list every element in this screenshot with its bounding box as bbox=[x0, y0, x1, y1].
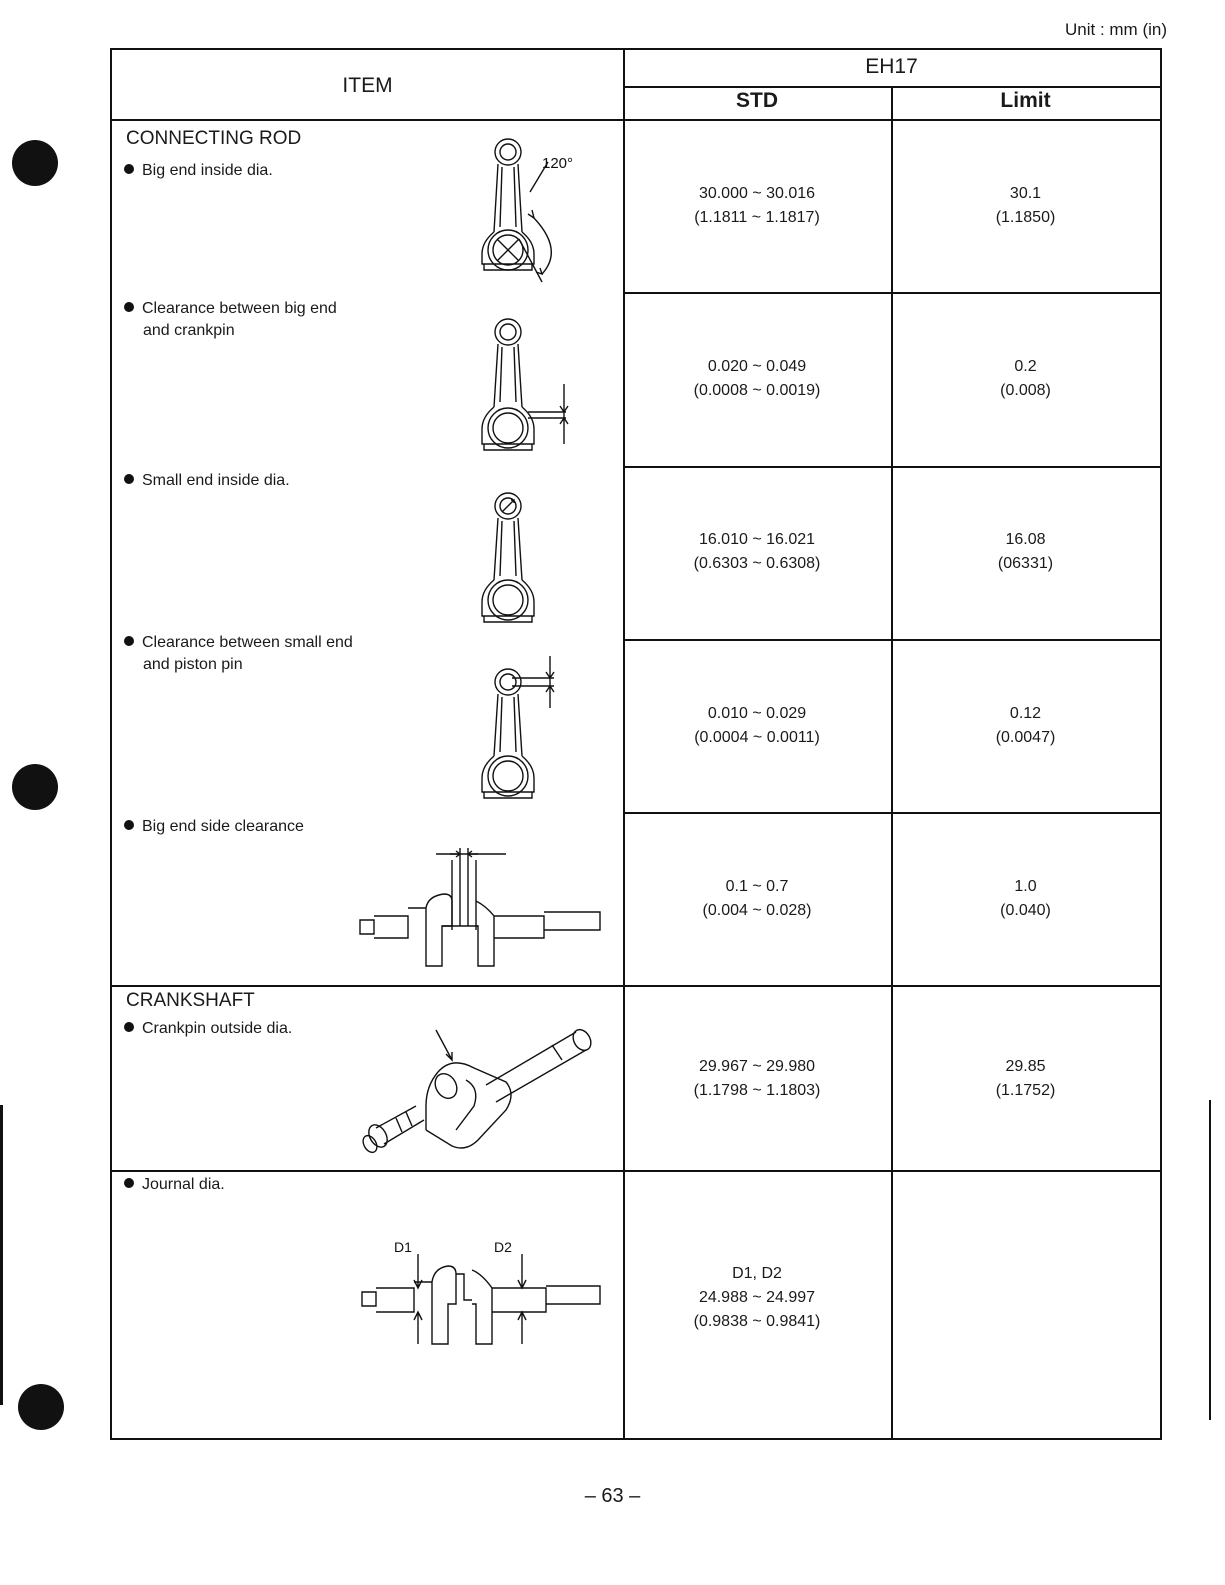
limit-value-row-4: 0.12 (0.0047) bbox=[995, 705, 1056, 746]
std-value-row-7: D1, D2 24.988 ~ 24.997 (0.9838 ~ 0.9841) bbox=[693, 1265, 821, 1330]
item-big-end-clearance: Clearance between big end and crankpin bbox=[124, 298, 337, 342]
std-value-row-2: 0.020 ~ 0.049 (0.0008 ~ 0.0019) bbox=[693, 358, 821, 399]
limit-value-row-5: 1.0 (0.040) bbox=[1000, 878, 1051, 919]
spec-table bbox=[110, 48, 1162, 1440]
std-value-row-3: 16.010 ~ 16.021 (0.6303 ~ 0.6308) bbox=[693, 531, 821, 572]
crankpin-outside-dia-figure bbox=[356, 1010, 606, 1170]
limit-value-row-2: 0.2 (0.008) bbox=[1000, 358, 1051, 399]
bullet-icon bbox=[124, 1022, 134, 1032]
d2-label: D2 bbox=[494, 1239, 512, 1255]
binder-hole-middle bbox=[12, 764, 58, 810]
bullet-icon bbox=[124, 164, 134, 174]
row-line-4 bbox=[623, 812, 1160, 814]
header-model: EH17 bbox=[865, 55, 918, 78]
item-small-end-clearance: Clearance between small end and piston pin bbox=[124, 632, 353, 676]
big-end-side-clearance-figure bbox=[356, 846, 606, 976]
item-small-end-inside-dia: Small end inside dia. bbox=[124, 470, 290, 492]
limit-value-row-3: 16.08 (06331) bbox=[997, 531, 1054, 572]
conrod-small-end-clearance-figure bbox=[472, 652, 582, 812]
std-value-row-6: 29.967 ~ 29.980 (1.1798 ~ 1.1803) bbox=[693, 1058, 821, 1099]
std-value-row-4: 0.010 ~ 0.029 (0.0004 ~ 0.0011) bbox=[694, 705, 820, 746]
header-std: STD bbox=[736, 89, 778, 112]
bullet-icon bbox=[124, 474, 134, 484]
section-crankshaft: CRANKSHAFT bbox=[126, 990, 255, 1011]
scan-edge-right bbox=[1209, 1100, 1211, 1420]
bullet-icon bbox=[124, 820, 134, 830]
angle-label: 120° bbox=[542, 155, 574, 172]
conrod-big-end-clearance-figure bbox=[472, 312, 582, 462]
item-crankpin-outside-dia: Crankpin outside dia. bbox=[124, 1018, 292, 1040]
conrod-big-end-dia-figure bbox=[472, 132, 582, 292]
col-divider-std bbox=[891, 87, 893, 1438]
header-item: ITEM bbox=[342, 74, 393, 97]
row-line-6 bbox=[112, 1170, 1160, 1172]
binder-hole-bottom bbox=[18, 1384, 64, 1430]
header-bottom-line bbox=[112, 119, 1160, 121]
section-connecting-rod: CONNECTING ROD bbox=[126, 128, 302, 149]
binder-hole-top bbox=[12, 140, 58, 186]
row-line-3 bbox=[623, 639, 1160, 641]
row-line-1 bbox=[623, 292, 1160, 294]
header-subline bbox=[623, 86, 1160, 88]
item-big-end-side-clearance: Big end side clearance bbox=[124, 816, 304, 838]
limit-value-row-6: 29.85 (1.1752) bbox=[995, 1058, 1056, 1099]
d1-label: D1 bbox=[394, 1239, 412, 1255]
journal-dia-figure bbox=[356, 1234, 606, 1354]
row-line-2 bbox=[623, 466, 1160, 468]
bullet-icon bbox=[124, 302, 134, 312]
bullet-icon bbox=[124, 1178, 134, 1188]
page-number: – 63 – bbox=[584, 1485, 641, 1507]
scan-edge-left bbox=[0, 1105, 3, 1405]
std-value-row-5: 0.1 ~ 0.7 (0.004 ~ 0.028) bbox=[702, 878, 812, 919]
unit-label: Unit : mm (in) bbox=[1065, 20, 1167, 39]
header-limit: Limit bbox=[1000, 89, 1051, 112]
limit-value-row-1: 30.1 (1.1850) bbox=[995, 185, 1056, 226]
item-journal-dia: Journal dia. bbox=[124, 1174, 225, 1196]
bullet-icon bbox=[124, 636, 134, 646]
item-big-end-inside-dia: Big end inside dia. bbox=[124, 160, 273, 182]
std-value-row-1: 30.000 ~ 30.016 (1.1811 ~ 1.1817) bbox=[694, 185, 820, 226]
section-line-crankshaft bbox=[112, 985, 1160, 987]
conrod-small-end-dia-figure bbox=[472, 484, 582, 634]
